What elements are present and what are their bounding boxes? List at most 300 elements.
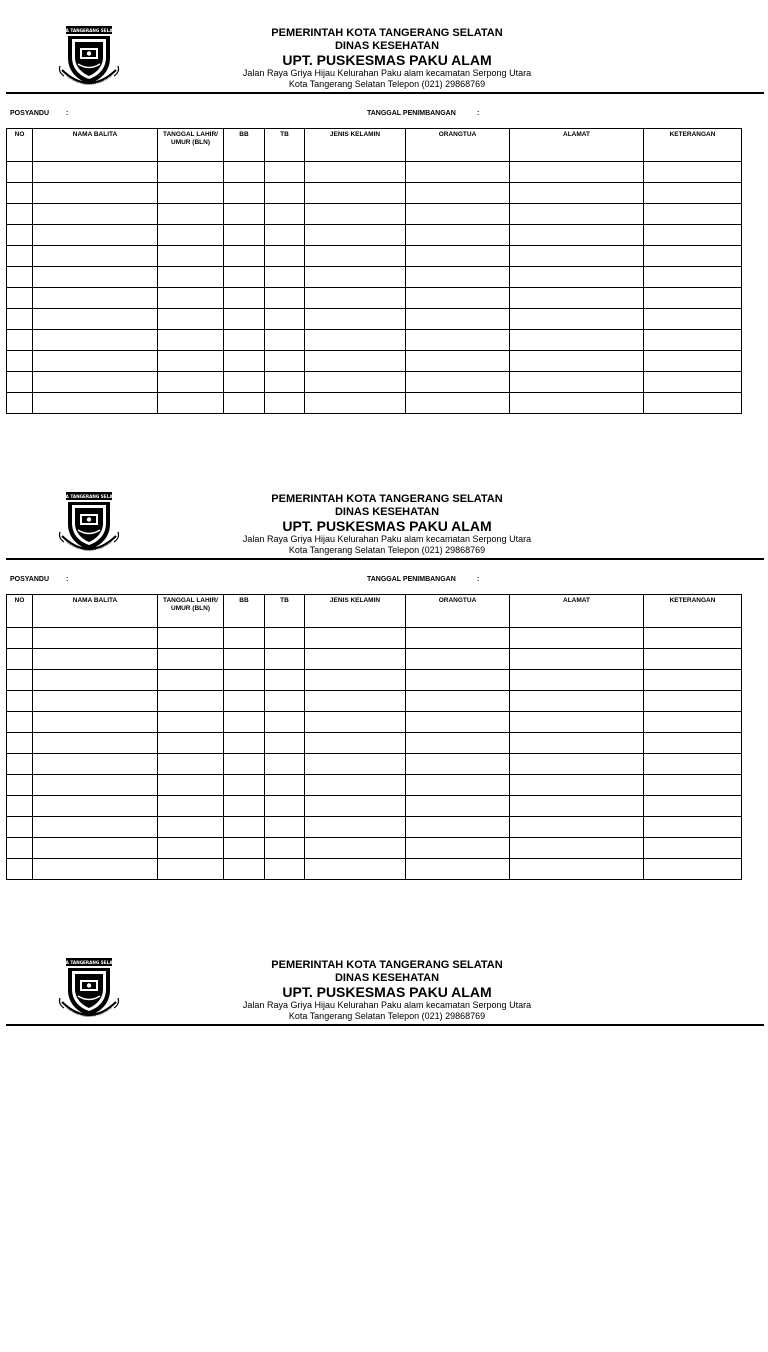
- table-cell[interactable]: [224, 670, 265, 691]
- city-phone-line: Kota Tangerang Selatan Telepon (021) 29868769: [288, 1010, 486, 1021]
- table-cell[interactable]: [224, 796, 265, 817]
- table-cell[interactable]: [224, 712, 265, 733]
- table-cell[interactable]: [265, 372, 305, 393]
- table-cell[interactable]: [7, 670, 33, 691]
- table-cell[interactable]: [305, 288, 406, 309]
- table-cell[interactable]: [305, 330, 406, 351]
- table-cell[interactable]: [406, 183, 510, 204]
- table-cell[interactable]: [33, 712, 158, 733]
- table-row: [7, 775, 742, 796]
- table-cell[interactable]: [644, 712, 742, 733]
- table-cell[interactable]: [158, 204, 224, 225]
- table-cell[interactable]: [158, 796, 224, 817]
- table-cell[interactable]: [406, 712, 510, 733]
- table-cell[interactable]: [33, 838, 158, 859]
- table-cell[interactable]: [644, 775, 742, 796]
- balita-register-table: [6, 128, 742, 414]
- table-cell[interactable]: [7, 246, 33, 267]
- table-cell[interactable]: [265, 246, 305, 267]
- letterhead: [150, 959, 624, 1021]
- table-cell[interactable]: [224, 754, 265, 775]
- table-cell[interactable]: [305, 712, 406, 733]
- tanggal-penimbangan-label: TANGGAL PENIMBANGAN: [367, 576, 456, 583]
- table-cell[interactable]: [265, 309, 305, 330]
- col-tb-header: TB: [265, 129, 305, 162]
- table-cell[interactable]: [510, 162, 644, 183]
- table-cell[interactable]: [305, 246, 406, 267]
- city-emblem-logo: [56, 24, 122, 90]
- table-row: [7, 817, 742, 838]
- col-keterangan-header: KETERANGAN: [644, 129, 742, 162]
- header-divider: [6, 558, 764, 560]
- table-cell[interactable]: [510, 330, 644, 351]
- table-cell[interactable]: [644, 330, 742, 351]
- table-row: [7, 733, 742, 754]
- table-cell[interactable]: [644, 288, 742, 309]
- table-cell[interactable]: [406, 288, 510, 309]
- col-nama-balita-header: NAMA BALITA: [33, 595, 158, 628]
- col-jenis-kelamin-header: JENIS KELAMIN: [305, 129, 406, 162]
- emblem-icon: [56, 490, 122, 556]
- puskesmas-name: UPT. PUSKESMAS PAKU ALAM: [282, 984, 492, 1001]
- table-row: [7, 183, 742, 204]
- table-cell[interactable]: [158, 246, 224, 267]
- table-cell[interactable]: [7, 817, 33, 838]
- city-phone-line: Kota Tangerang Selatan Telepon (021) 29868769: [288, 78, 486, 89]
- table-cell[interactable]: [644, 817, 742, 838]
- table-cell[interactable]: [305, 372, 406, 393]
- government-name: PEMERINTAH KOTA TANGERANG SELATAN: [271, 493, 503, 505]
- table-cell[interactable]: [33, 162, 158, 183]
- balita-register-table: [6, 594, 742, 880]
- table-cell[interactable]: [224, 649, 265, 670]
- table-cell[interactable]: [33, 649, 158, 670]
- table-cell[interactable]: [305, 817, 406, 838]
- table-cell[interactable]: [224, 162, 265, 183]
- table-cell[interactable]: [7, 838, 33, 859]
- table-cell[interactable]: [510, 691, 644, 712]
- table-cell[interactable]: [33, 267, 158, 288]
- table-cell[interactable]: [644, 691, 742, 712]
- table-cell[interactable]: [158, 162, 224, 183]
- table-cell[interactable]: [406, 775, 510, 796]
- letterhead: [150, 27, 624, 89]
- table-cell[interactable]: [305, 670, 406, 691]
- col-nama-balita-header: NAMA BALITA: [33, 129, 158, 162]
- table-row: [7, 372, 742, 393]
- posyandu-label: POSYANDU: [10, 110, 50, 117]
- col-orangtua-header: ORANGTUA: [406, 595, 510, 628]
- col-alamat-header: ALAMAT: [510, 129, 644, 162]
- table-cell[interactable]: [265, 267, 305, 288]
- table-cell[interactable]: [224, 246, 265, 267]
- table-cell[interactable]: [224, 225, 265, 246]
- table-cell[interactable]: [510, 754, 644, 775]
- table-cell[interactable]: [158, 183, 224, 204]
- table-cell[interactable]: [510, 670, 644, 691]
- table-cell[interactable]: [7, 712, 33, 733]
- address-line: Jalan Raya Griya Hijau Kelurahan Paku alam kecamatan Serpong Utara: [242, 1000, 532, 1011]
- table-cell[interactable]: [33, 309, 158, 330]
- table-cell[interactable]: [265, 838, 305, 859]
- table-cell[interactable]: [158, 691, 224, 712]
- table-cell[interactable]: [510, 733, 644, 754]
- table-row: [7, 330, 742, 351]
- government-name: PEMERINTAH KOTA TANGERANG SELATAN: [271, 959, 503, 971]
- table-cell[interactable]: [510, 246, 644, 267]
- table-row: [7, 204, 742, 225]
- table-cell[interactable]: [510, 859, 644, 880]
- table-cell[interactable]: [224, 183, 265, 204]
- emblem-bottom-text: CERDAS MODERN RELIGIUS: [65, 539, 113, 553]
- table-cell[interactable]: [406, 351, 510, 372]
- table-cell[interactable]: [224, 733, 265, 754]
- table-cell[interactable]: [644, 796, 742, 817]
- table-cell[interactable]: [224, 691, 265, 712]
- table-row: [7, 267, 742, 288]
- department-name: DINAS KESEHATAN: [334, 971, 440, 984]
- table-cell[interactable]: [33, 859, 158, 880]
- table-cell[interactable]: [33, 351, 158, 372]
- table-cell[interactable]: [158, 267, 224, 288]
- posyandu-colon: :: [66, 576, 69, 583]
- table-cell[interactable]: [406, 859, 510, 880]
- table-cell[interactable]: [265, 859, 305, 880]
- table-cell[interactable]: [158, 351, 224, 372]
- table-cell[interactable]: [158, 733, 224, 754]
- table-cell[interactable]: [305, 351, 406, 372]
- table-cell[interactable]: [406, 670, 510, 691]
- table-cell[interactable]: [305, 628, 406, 649]
- table-cell[interactable]: [7, 859, 33, 880]
- table-cell[interactable]: [305, 754, 406, 775]
- table-cell[interactable]: [265, 225, 305, 246]
- table-row: [7, 309, 742, 330]
- table-cell[interactable]: [265, 817, 305, 838]
- city-emblem-logo: [56, 490, 122, 556]
- puskesmas-name: UPT. PUSKESMAS PAKU ALAM: [282, 52, 492, 69]
- table-cell[interactable]: [224, 309, 265, 330]
- table-cell[interactable]: [33, 775, 158, 796]
- emblem-bottom-text: CERDAS MODERN RELIGIUS: [65, 1005, 113, 1019]
- table-cell[interactable]: [305, 859, 406, 880]
- table-cell[interactable]: [265, 691, 305, 712]
- table-cell[interactable]: [265, 649, 305, 670]
- table-cell[interactable]: [33, 183, 158, 204]
- table-cell[interactable]: [510, 372, 644, 393]
- table-cell[interactable]: [406, 817, 510, 838]
- table-cell[interactable]: [265, 393, 305, 414]
- table-cell[interactable]: [7, 267, 33, 288]
- table-cell[interactable]: [305, 796, 406, 817]
- table-cell[interactable]: [33, 288, 158, 309]
- table-cell[interactable]: [224, 838, 265, 859]
- table-cell[interactable]: [265, 754, 305, 775]
- table-cell[interactable]: [7, 691, 33, 712]
- table-row: [7, 649, 742, 670]
- table-cell[interactable]: [406, 267, 510, 288]
- table-cell[interactable]: [33, 817, 158, 838]
- table-cell[interactable]: [224, 393, 265, 414]
- table-cell[interactable]: [510, 225, 644, 246]
- table-cell[interactable]: [158, 288, 224, 309]
- table-cell[interactable]: [406, 309, 510, 330]
- table-cell[interactable]: [406, 330, 510, 351]
- table-cell[interactable]: [7, 288, 33, 309]
- table-cell[interactable]: [305, 309, 406, 330]
- tanggal-colon: :: [477, 576, 480, 583]
- posyandu-label: POSYANDU: [10, 576, 50, 583]
- table-cell[interactable]: [158, 754, 224, 775]
- table-cell[interactable]: [224, 817, 265, 838]
- table-cell[interactable]: [33, 204, 158, 225]
- table-cell[interactable]: [644, 628, 742, 649]
- table-cell[interactable]: [305, 775, 406, 796]
- table-cell[interactable]: [33, 733, 158, 754]
- tanggal-penimbangan-label: TANGGAL PENIMBANGAN: [367, 110, 456, 117]
- col-tanggal-lahir-header: TANGGAL LAHIR/ UMUR (BLN): [158, 129, 224, 162]
- table-cell[interactable]: [644, 162, 742, 183]
- col-no-header: NO: [7, 129, 33, 162]
- table-row: [7, 796, 742, 817]
- table-cell[interactable]: [406, 628, 510, 649]
- table-cell[interactable]: [33, 691, 158, 712]
- table-cell[interactable]: [644, 267, 742, 288]
- table-cell[interactable]: [406, 204, 510, 225]
- table-row: [7, 712, 742, 733]
- puskesmas-name: UPT. PUSKESMAS PAKU ALAM: [282, 518, 492, 535]
- department-name: DINAS KESEHATAN: [334, 39, 440, 52]
- letterhead: [150, 493, 624, 555]
- table-row: [7, 754, 742, 775]
- table-cell[interactable]: [305, 204, 406, 225]
- table-cell[interactable]: [644, 372, 742, 393]
- table-cell[interactable]: [33, 796, 158, 817]
- table-cell[interactable]: [7, 775, 33, 796]
- table-cell[interactable]: [158, 649, 224, 670]
- table-cell[interactable]: [158, 775, 224, 796]
- table-cell[interactable]: [7, 754, 33, 775]
- table-row: [7, 691, 742, 712]
- table-cell[interactable]: [224, 775, 265, 796]
- table-cell[interactable]: [510, 183, 644, 204]
- col-tb-header: TB: [265, 595, 305, 628]
- table-cell[interactable]: [644, 225, 742, 246]
- table-cell[interactable]: [7, 309, 33, 330]
- table-cell[interactable]: [510, 267, 644, 288]
- table-cell[interactable]: [510, 288, 644, 309]
- address-line: Jalan Raya Griya Hijau Kelurahan Paku alam kecamatan Serpong Utara: [242, 534, 532, 545]
- table-cell[interactable]: [265, 712, 305, 733]
- table-cell[interactable]: [7, 225, 33, 246]
- table-cell[interactable]: [510, 775, 644, 796]
- table-cell[interactable]: [33, 754, 158, 775]
- table-cell[interactable]: [224, 351, 265, 372]
- city-phone-line: Kota Tangerang Selatan Telepon (021) 29868769: [288, 544, 486, 555]
- table-cell[interactable]: [265, 733, 305, 754]
- table-cell[interactable]: [224, 330, 265, 351]
- table-cell[interactable]: [33, 225, 158, 246]
- table-cell[interactable]: [510, 204, 644, 225]
- col-orangtua-header: ORANGTUA: [406, 129, 510, 162]
- emblem-top-text: KOTA TANGERANG SELATAN: [56, 28, 122, 34]
- city-emblem-logo: [56, 956, 122, 1022]
- table-cell[interactable]: [7, 628, 33, 649]
- table-cell[interactable]: [224, 628, 265, 649]
- table-cell[interactable]: [644, 733, 742, 754]
- table-cell[interactable]: [7, 183, 33, 204]
- table-cell[interactable]: [33, 372, 158, 393]
- table-cell[interactable]: [305, 733, 406, 754]
- table-cell[interactable]: [406, 691, 510, 712]
- table-cell[interactable]: [644, 183, 742, 204]
- table-cell[interactable]: [265, 670, 305, 691]
- table-cell[interactable]: [644, 246, 742, 267]
- table-cell[interactable]: [406, 162, 510, 183]
- table-cell[interactable]: [406, 246, 510, 267]
- register-form: [0, 0, 768, 420]
- table-cell[interactable]: [224, 859, 265, 880]
- table-cell[interactable]: [305, 267, 406, 288]
- table-cell[interactable]: [7, 649, 33, 670]
- table-row: [7, 670, 742, 691]
- header-divider: [6, 1024, 764, 1026]
- table-cell[interactable]: [33, 628, 158, 649]
- table-cell[interactable]: [265, 796, 305, 817]
- col-tanggal-lahir-header: TANGGAL LAHIR/ UMUR (BLN): [158, 595, 224, 628]
- posyandu-colon: :: [66, 110, 69, 117]
- table-cell[interactable]: [510, 712, 644, 733]
- table-cell[interactable]: [305, 225, 406, 246]
- table-cell[interactable]: [644, 204, 742, 225]
- table-cell[interactable]: [158, 372, 224, 393]
- table-cell[interactable]: [510, 628, 644, 649]
- table-cell[interactable]: [510, 351, 644, 372]
- table-cell[interactable]: [7, 351, 33, 372]
- table-cell[interactable]: [406, 796, 510, 817]
- table-cell[interactable]: [265, 288, 305, 309]
- table-cell[interactable]: [7, 204, 33, 225]
- col-alamat-header: ALAMAT: [510, 595, 644, 628]
- col-jenis-kelamin-header: JENIS KELAMIN: [305, 595, 406, 628]
- table-cell[interactable]: [7, 162, 33, 183]
- table-cell[interactable]: [158, 712, 224, 733]
- table-cell[interactable]: [7, 393, 33, 414]
- table-row: [7, 162, 742, 183]
- table-cell[interactable]: [406, 733, 510, 754]
- table-cell[interactable]: [158, 859, 224, 880]
- table-cell[interactable]: [224, 204, 265, 225]
- table-cell[interactable]: [265, 351, 305, 372]
- government-name: PEMERINTAH KOTA TANGERANG SELATAN: [271, 27, 503, 39]
- table-cell[interactable]: [305, 162, 406, 183]
- header-divider: [6, 92, 764, 94]
- table-cell[interactable]: [644, 309, 742, 330]
- table-cell[interactable]: [7, 796, 33, 817]
- table-row: [7, 288, 742, 309]
- table-row: [7, 246, 742, 267]
- table-cell[interactable]: [510, 309, 644, 330]
- table-row: [7, 225, 742, 246]
- table-cell[interactable]: [158, 330, 224, 351]
- table-cell[interactable]: [158, 309, 224, 330]
- table-cell[interactable]: [224, 288, 265, 309]
- table-cell[interactable]: [510, 796, 644, 817]
- table-cell[interactable]: [305, 393, 406, 414]
- table-cell[interactable]: [158, 838, 224, 859]
- table-cell[interactable]: [265, 162, 305, 183]
- table-cell[interactable]: [158, 817, 224, 838]
- table-cell[interactable]: [265, 628, 305, 649]
- col-bb-header: BB: [224, 129, 265, 162]
- table-cell[interactable]: [406, 838, 510, 859]
- table-cell[interactable]: [158, 393, 224, 414]
- table-row: [7, 393, 742, 414]
- table-cell[interactable]: [510, 393, 644, 414]
- table-cell[interactable]: [265, 204, 305, 225]
- table-cell[interactable]: [265, 330, 305, 351]
- table-cell[interactable]: [644, 649, 742, 670]
- table-cell[interactable]: [406, 649, 510, 670]
- register-form: [0, 466, 768, 886]
- table-row: [7, 838, 742, 859]
- table-cell[interactable]: [406, 393, 510, 414]
- table-cell[interactable]: [7, 733, 33, 754]
- table-cell[interactable]: [510, 838, 644, 859]
- table-cell[interactable]: [158, 225, 224, 246]
- table-cell[interactable]: [265, 775, 305, 796]
- table-cell[interactable]: [644, 754, 742, 775]
- table-cell[interactable]: [265, 183, 305, 204]
- table-cell[interactable]: [305, 838, 406, 859]
- table-cell[interactable]: [644, 838, 742, 859]
- table-cell[interactable]: [510, 649, 644, 670]
- emblem-top-text: KOTA TANGERANG SELATAN: [56, 960, 122, 966]
- emblem-icon: [56, 24, 122, 90]
- table-cell[interactable]: [644, 859, 742, 880]
- tanggal-colon: :: [477, 110, 480, 117]
- table-row: [7, 859, 742, 880]
- table-cell[interactable]: [7, 330, 33, 351]
- table-cell[interactable]: [158, 670, 224, 691]
- col-bb-header: BB: [224, 595, 265, 628]
- table-cell[interactable]: [305, 183, 406, 204]
- table-cell[interactable]: [406, 754, 510, 775]
- table-cell[interactable]: [33, 246, 158, 267]
- col-keterangan-header: KETERANGAN: [644, 595, 742, 628]
- table-header-row: [7, 595, 742, 628]
- table-row: [7, 351, 742, 372]
- table-cell[interactable]: [33, 670, 158, 691]
- table-cell[interactable]: [406, 372, 510, 393]
- table-cell[interactable]: [406, 225, 510, 246]
- table-cell[interactable]: [305, 649, 406, 670]
- table-cell[interactable]: [224, 267, 265, 288]
- table-cell[interactable]: [644, 351, 742, 372]
- table-cell[interactable]: [158, 628, 224, 649]
- table-header-row: [7, 129, 742, 162]
- table-cell[interactable]: [644, 670, 742, 691]
- table-cell[interactable]: [510, 817, 644, 838]
- table-cell[interactable]: [7, 372, 33, 393]
- emblem-top-text: KOTA TANGERANG SELATAN: [56, 494, 122, 500]
- table-cell[interactable]: [33, 330, 158, 351]
- address-line: Jalan Raya Griya Hijau Kelurahan Paku alam kecamatan Serpong Utara: [242, 68, 532, 79]
- table-cell[interactable]: [33, 393, 158, 414]
- table-cell[interactable]: [644, 393, 742, 414]
- table-cell[interactable]: [224, 372, 265, 393]
- table-cell[interactable]: [305, 691, 406, 712]
